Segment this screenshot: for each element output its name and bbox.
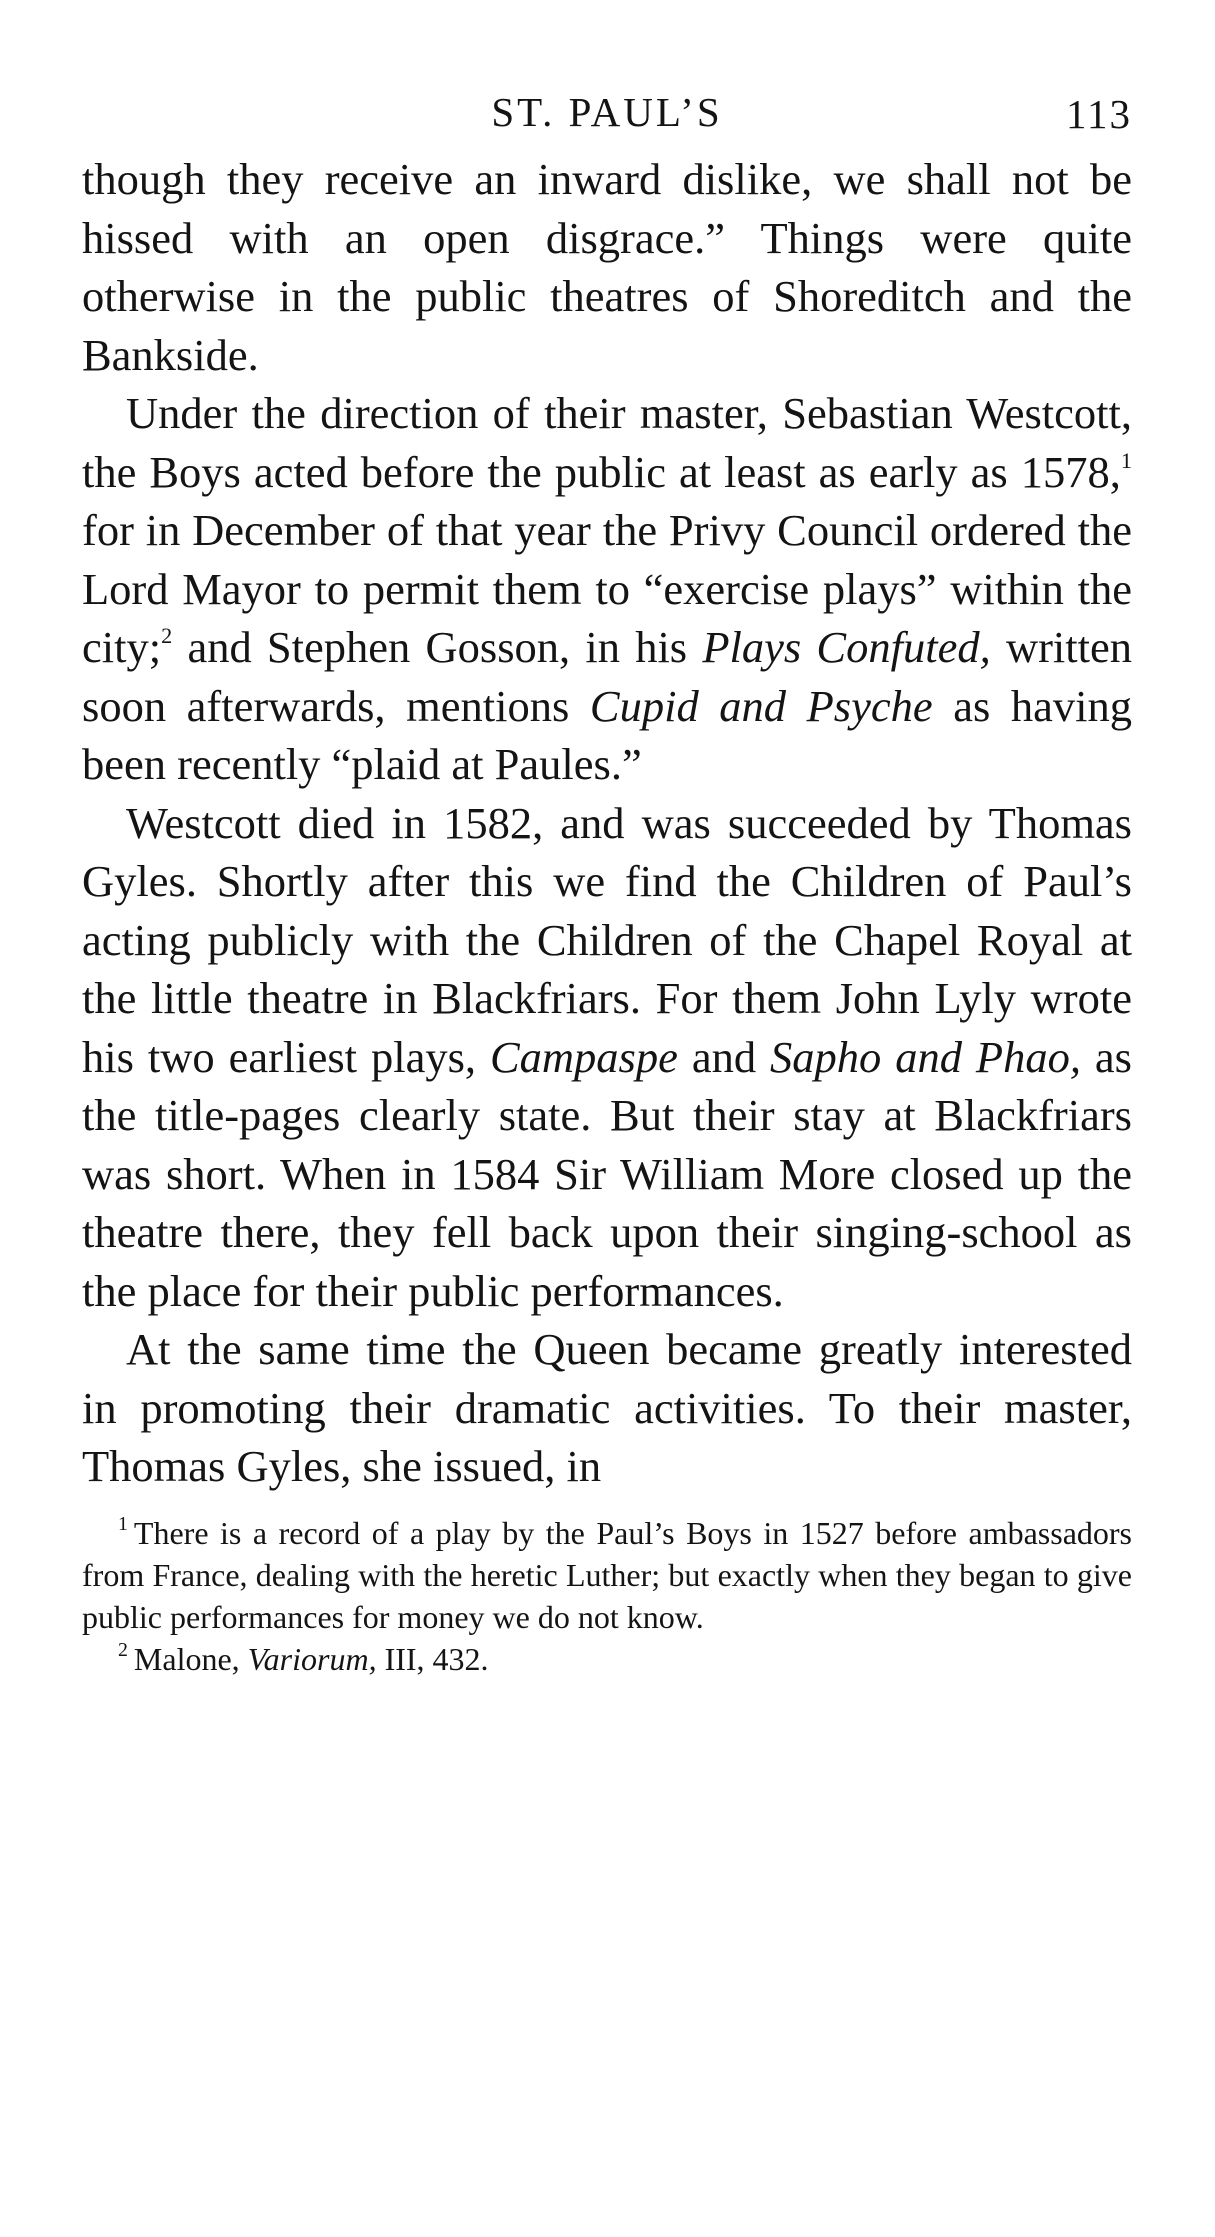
footnote-2-text-2: III, 432. — [376, 1640, 489, 1677]
paragraph-2-text-2: for in December of that year the Privy Council ordered the Lord Mayor to permit them to “exercise plays” within the city; — [82, 505, 1132, 672]
body-text — [82, 150, 1132, 1496]
paragraph-2-text-5: as having been recently “plaid at Paules.” — [82, 680, 1132, 789]
paragraph-2-text-4: written soon afterwards, mentions — [82, 622, 1132, 731]
title-campaspe: Campaspe — [489, 1031, 678, 1082]
paragraph-3-text-3: as the title-pages clearly state. But their stay at Blackfriars was short. When in 1584 Sir William More closed up the theatre there, they fell back upon their singing-school as the place for their public performances. — [82, 1031, 1132, 1316]
footnote-2-text-1: Malone, — [133, 1640, 248, 1677]
paragraph-2-text-3: and Stephen Gosson, in his — [172, 622, 703, 672]
paragraph-3-text-1: Westcott died in 1582, and was succeeded by Thomas Gyles. Shortly after this we find the Children of Paul’s acting publicly with the Children of the Chapel Royal at the little theatre in Blackfriars. For them John Lyly wrote his two earliest plays, — [82, 797, 1132, 1082]
running-title: ST. PAUL’S — [491, 89, 723, 135]
footnote-1-text: There is a record of a play by the Paul’s Boys in 1527 before ambassadors from France, dealing with the heretic Luther; but exactly when they began to give public performances for money we do not know. — [82, 1514, 1132, 1635]
footnote-mark-2: 2 — [118, 1638, 128, 1661]
title-sapho-and-phao: Sapho and Phao, — [770, 1031, 1081, 1082]
footnote-ref-2: 2 — [161, 623, 173, 649]
paragraph-1: though they receive an inward dislike, we shall not be hissed with an open disgrace.” Things were quite otherwise in the public theatres of Shoreditch and the Bankside. — [82, 154, 1132, 380]
paragraph-2 — [82, 384, 1132, 794]
paragraph-2-text-1: Under the direction of their master, Sebastian Westcott, the Boys acted before the public at least as early as 1578, — [82, 388, 1132, 497]
paragraph-3 — [82, 794, 1132, 1321]
title-plays-confuted: Plays Confuted, — [702, 622, 991, 672]
title-variorum: Variorum, — [247, 1640, 377, 1677]
footnote-1 — [82, 1512, 1132, 1638]
footnote-mark-1: 1 — [118, 1512, 128, 1535]
page-number: 113 — [1066, 91, 1132, 137]
footnotes — [82, 1512, 1132, 1680]
title-cupid-and-psyche: Cupid and Psyche — [589, 680, 933, 731]
book-page — [82, 80, 1132, 1680]
footnote-2 — [82, 1638, 1132, 1680]
paragraph-4: At the same time the Queen became greatly interested in promoting their dramatic activities. To their master, Thomas Gyles, she issued, in — [82, 1324, 1132, 1491]
footnote-ref-1: 1 — [1120, 447, 1132, 473]
running-head — [82, 80, 1132, 150]
paragraph-3-text-2: and — [677, 1031, 771, 1082]
